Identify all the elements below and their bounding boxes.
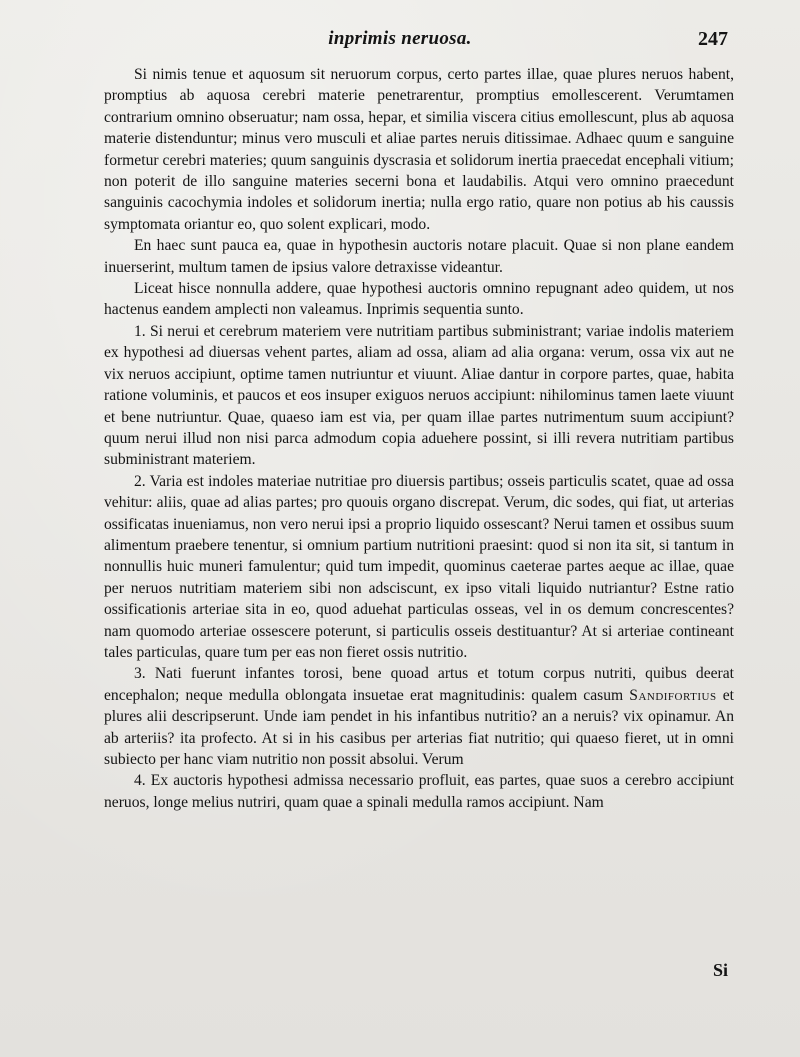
paragraph-number: 1.: [134, 322, 146, 340]
paragraph-text: Varia est indoles materiae nutritiae pro diuersis partibus; osseis particulis scatet, quae ad ossa vehitur: aliis, quae ad alias partes; pro quouis organo discrepat. Verum, dic sodes, qui fiat, ut arterias ossificatas inueniamus, non vero nerui ipsi a proprio liquido ossescant? Nerui tamen et ossibus suum alimentum praebere tenentur, si omnium partium nutritioni praesint: quod si non ita sit, si tantum in nonnullis huic muneri famulentur; quid tum impedit, quominus caeterae partes aeque ac illae, quae per neruos nutritiam materiem sibi non adsciscunt, ex ipso vitali liquido nutriantur? Estne ratio ossificationis arteriae sita in eo, quod aduehat particulas osseas, vel in os demum concrescentes? nam quomodo arteriae ossescere poterunt, si particulis osseis destituantur? At si arteriae contineant tales particulas, quare tum per eas non fieret ossis nutritio.: [104, 472, 734, 661]
paragraph-text-after: et plures alii descripserunt. Unde iam pendet in his infantibus nutritio? an a neruis? vix opinamur. An ab arteriis? ita profecto. At si in his casibus per arterias fiat nutritio; qui quaeso fieret, ut in omni subiecto per hanc viam nutritio non possit absolui. Verum: [104, 686, 734, 768]
author-name: Sandifortius: [629, 686, 717, 704]
numbered-paragraph-3: [104, 663, 734, 770]
paragraph-text: Ex auctoris hypothesi admissa necessario profluit, eas partes, quae suos a cerebro accipiunt neruos, longe melius nutriri, quam quae a spinali medulla ramos accipiunt. Nam: [104, 772, 734, 811]
paragraph-3: Liceat hisce nonnulla addere, quae hypothesi auctoris omnino repugnant adeo quidem, ut nos hactenus eandem amplecti non valeamus. Inprimis sequentia sunto.: [104, 280, 734, 319]
paragraph-number: 4.: [134, 772, 146, 790]
paragraph-text-before: Nati fuerunt infantes torosi, bene quoad artus et totum corpus nutriti, quibus deerat encephalon; neque medulla oblongata insuetae erat magnitudinis: qualem casum: [104, 665, 735, 704]
running-head: [0, 28, 800, 52]
body-text: [104, 64, 734, 813]
running-title: inprimis neruosa.: [328, 28, 472, 49]
numbered-paragraph-2: [104, 471, 734, 664]
numbered-paragraph-4: [104, 770, 734, 813]
paragraph-number: 3.: [134, 665, 146, 683]
paragraph-2: En haec sunt pauca ea, quae in hypothesin auctoris notare placuit. Quae si non plane eandem inuerserint, multum tamen de ipsius valore detraxisse videantur.: [104, 237, 734, 276]
paragraph-number: 2.: [134, 472, 146, 490]
paragraph-1: Si nimis tenue et aquosum sit neruorum corpus, certo partes illae, quae plures neruos habent, promptius ab aquosa cerebri materie penetrarentur, promptius emollescerent. Verumtamen contrarium omnino obseruatur; nam ossa, hepar, et similia viscera citius emollescunt, plus ab aquosa materie distenduntur; minus vero musculi et aliae partes neruis ditissimae. Adhaec quum e sanguine formetur cerebri materies; quum sanguinis dyscrasia et solidorum inertia praecedat encephali vitium; non poterit de illo sanguine materies secerni bona et laudabilis. Atqui vero omnino praecedunt sanguinis cacochymia indoles et solidorum inertia; nulla ergo ratio, quare non potius ab his caussis symptomata oriantur eo, quo solent explicari, modo.: [104, 66, 734, 233]
numbered-paragraph-1: [104, 321, 734, 471]
paragraph-text: Si nerui et cerebrum materiem vere nutritiam partibus subministrant; variae indolis materiem ex hypothesi ad diuersas vehent partes, aliam ad ossa, aliam ad alia organa: verum, ossa vix aut ne vix neruos accipiunt, optime tamen nutriuntur et viuunt. Aliae dantur in corpore partes, quae, habita ratione voluminis, et paucos et eos insuper exiguos neruos accipiunt: nihilominus tamen laete viuunt et bene nutriuntur. Quae, quaeso iam est via, per quam illae partes nutrimentum suum accipiunt? quum nerui illud non nisi parca admodum copia aduehere possint, si illi revera nutritiam partibus subministrant materiem.: [104, 322, 734, 469]
catchword: Si: [712, 960, 728, 980]
page-number: 247: [698, 28, 728, 50]
